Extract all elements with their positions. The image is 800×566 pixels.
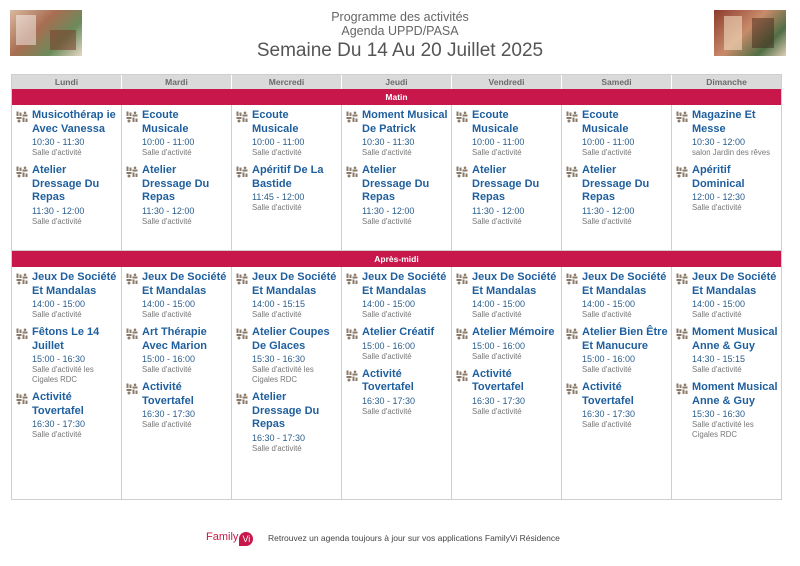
- activity-details: [692, 326, 778, 375]
- activity-place: Salle d'activité: [252, 203, 302, 212]
- activity-entry[interactable]: [456, 271, 558, 320]
- activity-entry[interactable]: [346, 368, 448, 417]
- activity-details: [692, 381, 778, 440]
- day-header-2: Mercredi: [232, 75, 342, 89]
- activity-details: [252, 164, 338, 213]
- people-group-icon: [16, 271, 32, 320]
- activity-entry[interactable]: [126, 326, 228, 375]
- activity-time: 11:30 - 12:00: [472, 205, 525, 216]
- people-group-icon: [346, 164, 362, 227]
- activity-entry[interactable]: [676, 271, 778, 320]
- activity-time: 15:30 - 16:30: [252, 354, 306, 364]
- activity-place: salon Jardin des rêves: [692, 148, 771, 157]
- activity-details: [362, 326, 448, 362]
- activity-details: [252, 271, 338, 320]
- activity-title: Jeux De Société Et Mandalas: [252, 271, 337, 297]
- activity-details: [142, 164, 228, 227]
- activity-title: Ecoute Musicale: [582, 109, 629, 135]
- people-group-icon: [566, 271, 582, 320]
- activity-details: [472, 271, 558, 320]
- activity-details: [32, 391, 118, 440]
- afternoon-day-column-4: [452, 267, 562, 500]
- activity-details: [252, 326, 338, 385]
- activity-entry[interactable]: [346, 164, 448, 227]
- morning-day-column-6: [672, 105, 781, 250]
- activity-time: 11:30 - 12:00: [582, 205, 635, 216]
- activity-title: Moment Musical De Patrick: [362, 109, 448, 135]
- familyvi-logo: [206, 531, 253, 546]
- people-group-icon: [126, 381, 142, 430]
- activity-place: Salle d'activité: [362, 406, 412, 416]
- activity-details: [582, 164, 668, 227]
- activity-entry[interactable]: [126, 164, 228, 227]
- people-group-icon: [566, 381, 582, 430]
- activity-title: Activité Tovertafel: [142, 381, 194, 407]
- activity-title: Atelier Dressage Du Repas: [32, 164, 100, 203]
- activity-title: Ecoute Musicale: [252, 109, 299, 135]
- logo-text: Family: [206, 531, 239, 543]
- activity-title: Atelier Dressage Du Repas: [252, 391, 320, 430]
- morning-day-column-0: [12, 105, 122, 250]
- page-footer: [0, 528, 800, 548]
- activity-entry[interactable]: [236, 326, 338, 385]
- activity-details: [472, 109, 558, 158]
- day-header-3: Jeudi: [342, 75, 452, 89]
- activity-entry[interactable]: [346, 271, 448, 320]
- page-header: [0, 10, 800, 63]
- people-group-icon: [16, 109, 32, 158]
- activity-place: Salle d'activité: [692, 365, 742, 374]
- activity-details: [142, 326, 228, 375]
- afternoon-day-column-0: [12, 267, 122, 500]
- logo-mark: Vi: [239, 532, 253, 546]
- activity-place: Salle d'activité: [582, 365, 632, 374]
- activity-title: Atelier Dressage Du Repas: [582, 164, 650, 203]
- activity-time: 15:00 - 16:00: [582, 354, 636, 364]
- activity-details: [142, 109, 228, 158]
- activity-details: [472, 326, 558, 362]
- morning-day-column-5: [562, 105, 672, 250]
- activity-title: Atelier Dressage Du Repas: [362, 164, 430, 203]
- activity-details: [472, 368, 558, 417]
- activity-place: Salle d'activité: [142, 216, 192, 226]
- activity-entry[interactable]: [16, 326, 118, 385]
- activity-time: 15:00 - 16:00: [472, 340, 526, 351]
- activity-title: Activité Tovertafel: [582, 381, 634, 407]
- activity-time: 11:30 - 12:00: [32, 205, 85, 216]
- activity-title: Jeux De Société Et Mandalas: [362, 271, 447, 297]
- activity-place: Salle d'activité: [142, 420, 192, 429]
- activity-time: 10:30 - 12:00: [692, 137, 746, 147]
- people-group-icon: [676, 271, 692, 320]
- activity-time: 10:00 - 11:00: [252, 137, 305, 147]
- activity-title: Atelier Bien Être Et Manucure: [582, 326, 668, 352]
- activity-entry[interactable]: [566, 109, 668, 158]
- people-group-icon: [676, 164, 692, 213]
- activity-place: Salle d'activité les Cigales RDC: [252, 365, 314, 384]
- activity-time: 15:30 - 16:30: [692, 409, 746, 419]
- afternoon-day-column-6: [672, 267, 781, 500]
- activity-time: 12:00 - 12:30: [692, 192, 746, 202]
- activity-details: [692, 109, 778, 158]
- people-group-icon: [566, 164, 582, 227]
- activity-time: 10:00 - 11:00: [582, 137, 635, 147]
- activity-place: Salle d'activité: [362, 216, 412, 226]
- activity-entry[interactable]: [126, 271, 228, 320]
- morning-day-column-1: [122, 105, 232, 250]
- activity-place: Salle d'activité: [362, 310, 412, 319]
- activity-details: [32, 164, 118, 227]
- activity-time: 15:00 - 16:30: [32, 354, 86, 364]
- morning-day-column-4: [452, 105, 562, 250]
- activity-entry[interactable]: [456, 109, 558, 158]
- activity-details: [472, 164, 558, 227]
- activity-title: Jeux De Société Et Mandalas: [472, 271, 557, 297]
- people-group-icon: [126, 164, 142, 227]
- people-group-icon: [346, 368, 362, 417]
- activity-time: 14:00 - 15:00: [472, 299, 526, 309]
- activity-place: Salle d'activité: [142, 365, 192, 374]
- activity-entry[interactable]: [16, 391, 118, 440]
- activity-place: Salle d'activité: [472, 310, 522, 319]
- activity-place: Salle d'activité: [252, 148, 302, 157]
- afternoon-day-column-2: [232, 267, 342, 500]
- people-group-icon: [126, 326, 142, 375]
- activity-entry[interactable]: [676, 326, 778, 375]
- people-group-icon: [236, 326, 252, 385]
- activity-title: Apéritif De La Bastide: [252, 164, 324, 190]
- activity-entry[interactable]: [566, 271, 668, 320]
- activity-title: Ecoute Musicale: [472, 109, 519, 135]
- activity-entry[interactable]: [566, 326, 668, 375]
- activity-place: Salle d'activité: [582, 310, 632, 319]
- activity-title: Moment Musical Anne & Guy: [692, 326, 778, 352]
- activity-details: [692, 271, 778, 320]
- activity-place: Salle d'activité: [472, 351, 522, 361]
- activity-entry[interactable]: [676, 109, 778, 158]
- activity-title: Musicothérap ie Avec Vanessa: [32, 109, 116, 135]
- activity-details: [362, 271, 448, 320]
- activity-entry[interactable]: [16, 164, 118, 227]
- people-group-icon: [456, 271, 472, 320]
- activity-time: 14:00 - 15:00: [32, 299, 86, 309]
- people-group-icon: [676, 326, 692, 375]
- agenda-label: Agenda UPPD/PASA: [341, 24, 459, 38]
- activity-details: [582, 109, 668, 158]
- people-group-icon: [16, 164, 32, 227]
- activity-entry[interactable]: [566, 381, 668, 430]
- activity-time: 10:00 - 11:00: [472, 137, 525, 147]
- activity-title: Moment Musical Anne & Guy: [692, 381, 778, 407]
- activity-time: 15:00 - 16:00: [362, 340, 416, 351]
- activity-place: Salle d'activité: [362, 148, 412, 157]
- activity-details: [142, 381, 228, 430]
- activity-title: Activité Tovertafel: [32, 391, 84, 417]
- activity-entry[interactable]: [346, 109, 448, 158]
- people-group-icon: [456, 109, 472, 158]
- morning-band: Matin: [12, 89, 781, 105]
- activity-place: Salle d'activité: [582, 148, 632, 157]
- activity-time: 14:00 - 15:00: [362, 299, 416, 309]
- activity-time: 14:00 - 15:00: [142, 299, 196, 309]
- day-header-6: Dimanche: [672, 75, 781, 89]
- activity-entry[interactable]: [346, 326, 448, 362]
- activity-entry[interactable]: [566, 164, 668, 227]
- activity-details: [32, 109, 118, 158]
- people-group-icon: [346, 326, 362, 362]
- morning-slot-row: [12, 105, 781, 251]
- activity-title: Art Thérapie Avec Marion: [142, 326, 208, 352]
- activity-entry[interactable]: [236, 164, 338, 213]
- afternoon-band: Après-midi: [12, 251, 781, 267]
- activity-title: Activité Tovertafel: [472, 367, 524, 393]
- afternoon-day-column-5: [562, 267, 672, 500]
- activity-title: Jeux De Société Et Mandalas: [692, 271, 777, 297]
- activity-title: Ecoute Musicale: [142, 109, 189, 135]
- people-group-icon: [456, 164, 472, 227]
- activity-time: 11:30 - 12:00: [362, 205, 415, 216]
- activity-entry[interactable]: [456, 164, 558, 227]
- day-header-row: [12, 75, 781, 89]
- activity-details: [362, 109, 448, 158]
- activity-entry[interactable]: [236, 391, 338, 454]
- people-group-icon: [566, 326, 582, 375]
- activity-details: [582, 381, 668, 430]
- activity-place: Salle d'activité: [252, 310, 302, 319]
- activity-title: Activité Tovertafel: [362, 367, 414, 393]
- activity-title: Fêtons Le 14 Juillet: [32, 326, 100, 352]
- activity-details: [32, 271, 118, 320]
- activity-place: Salle d'activité: [472, 406, 522, 416]
- activity-time: 14:00 - 15:15: [252, 299, 306, 309]
- afternoon-day-column-1: [122, 267, 232, 500]
- activity-place: Salle d'activité: [142, 310, 192, 319]
- day-header-1: Mardi: [122, 75, 232, 89]
- activity-title: Jeux De Société Et Mandalas: [142, 271, 227, 297]
- people-group-icon: [126, 109, 142, 158]
- activity-title: Atelier Mémoire: [472, 326, 555, 338]
- activity-time: 11:45 - 12:00: [252, 192, 305, 202]
- activity-title: Jeux De Société Et Mandalas: [32, 271, 117, 297]
- activity-details: [582, 326, 668, 375]
- week-title: Semaine Du 14 Au 20 Juillet 2025: [256, 40, 544, 61]
- activity-place: Salle d'activité: [582, 420, 632, 429]
- activity-entry[interactable]: [456, 368, 558, 417]
- activity-place: Salle d'activité: [32, 310, 82, 319]
- activity-time: 10:30 - 11:30: [32, 137, 85, 147]
- activity-details: [362, 368, 448, 417]
- afternoon-slot-row: [12, 267, 781, 500]
- people-group-icon: [16, 391, 32, 440]
- activity-entry[interactable]: [456, 326, 558, 362]
- activity-time: 14:00 - 15:00: [582, 299, 636, 309]
- activity-time: 10:30 - 11:30: [362, 137, 415, 147]
- activity-time: 15:00 - 16:00: [142, 354, 196, 364]
- people-group-icon: [126, 271, 142, 320]
- activity-title: Atelier Dressage Du Repas: [472, 164, 540, 203]
- program-label: Programme des activités: [331, 10, 469, 24]
- activity-place: Salle d'activité: [472, 148, 522, 157]
- people-group-icon: [346, 109, 362, 158]
- activity-title: Magazine Et Messe: [692, 109, 756, 135]
- activity-place: Salle d'activité: [692, 203, 742, 212]
- activity-time: 16:30 - 17:30: [472, 395, 526, 406]
- activity-place: Salle d'activité: [362, 351, 412, 361]
- activity-entry[interactable]: [236, 109, 338, 158]
- activity-title: Jeux De Société Et Mandalas: [582, 271, 667, 297]
- activity-time: 16:30 - 17:30: [142, 409, 196, 419]
- activity-place: Salle d'activité: [32, 216, 82, 226]
- activity-details: [582, 271, 668, 320]
- activity-details: [252, 391, 338, 454]
- activity-place: Salle d'activité: [252, 443, 302, 453]
- activity-time: 14:00 - 15:00: [692, 299, 746, 309]
- activity-entry[interactable]: [126, 381, 228, 430]
- people-group-icon: [456, 368, 472, 417]
- activity-entry[interactable]: [676, 381, 778, 440]
- afternoon-day-column-3: [342, 267, 452, 500]
- activity-entry[interactable]: [236, 271, 338, 320]
- activity-place: Salle d'activité: [32, 430, 82, 439]
- activity-entry[interactable]: [16, 109, 118, 158]
- activity-details: [32, 326, 118, 385]
- activity-details: [142, 271, 228, 320]
- day-header-5: Samedi: [562, 75, 672, 89]
- activity-place: Salle d'activité: [582, 216, 632, 226]
- people-group-icon: [236, 109, 252, 158]
- activity-place: Salle d'activité: [692, 310, 742, 319]
- people-group-icon: [236, 271, 252, 320]
- activity-title: Atelier Coupes De Glaces: [252, 326, 330, 352]
- activity-place: Salle d'activité: [32, 148, 82, 157]
- people-group-icon: [676, 381, 692, 440]
- people-group-icon: [236, 391, 252, 454]
- activity-time: 16:30 - 17:30: [362, 395, 416, 406]
- people-group-icon: [456, 326, 472, 362]
- morning-day-column-3: [342, 105, 452, 250]
- activity-entry[interactable]: [126, 109, 228, 158]
- activity-time: 14:30 - 15:15: [692, 354, 746, 364]
- day-header-4: Vendredi: [452, 75, 562, 89]
- people-group-icon: [236, 164, 252, 213]
- weekly-agenda-grid: [11, 74, 782, 500]
- morning-day-column-2: [232, 105, 342, 250]
- activity-time: 16:30 - 17:30: [32, 419, 86, 429]
- activity-time: 10:00 - 11:00: [142, 137, 195, 147]
- activity-title: Apéritif Dominical: [692, 164, 745, 190]
- activity-details: [692, 164, 778, 213]
- activity-entry[interactable]: [16, 271, 118, 320]
- people-group-icon: [16, 326, 32, 385]
- people-group-icon: [346, 271, 362, 320]
- activity-details: [252, 109, 338, 158]
- footer-message: Retrouvez un agenda toujours à jour sur vos applications FamilyVi Résidence: [268, 533, 560, 543]
- activity-place: Salle d'activité les Cigales RDC: [32, 365, 94, 384]
- activity-place: Salle d'activité: [472, 216, 522, 226]
- people-group-icon: [566, 109, 582, 158]
- people-group-icon: [676, 109, 692, 158]
- activity-title: Atelier Dressage Du Repas: [142, 164, 210, 203]
- activity-place: Salle d'activité les Cigales RDC: [692, 420, 754, 439]
- activity-time: 16:30 - 17:30: [582, 409, 636, 419]
- activity-entry[interactable]: [676, 164, 778, 213]
- day-header-0: Lundi: [12, 75, 122, 89]
- activity-details: [362, 164, 448, 227]
- activity-time: 11:30 - 12:00: [142, 205, 195, 216]
- activity-time: 16:30 - 17:30: [252, 432, 306, 443]
- activity-title: Atelier Créatif: [362, 326, 435, 338]
- activity-place: Salle d'activité: [142, 148, 192, 157]
